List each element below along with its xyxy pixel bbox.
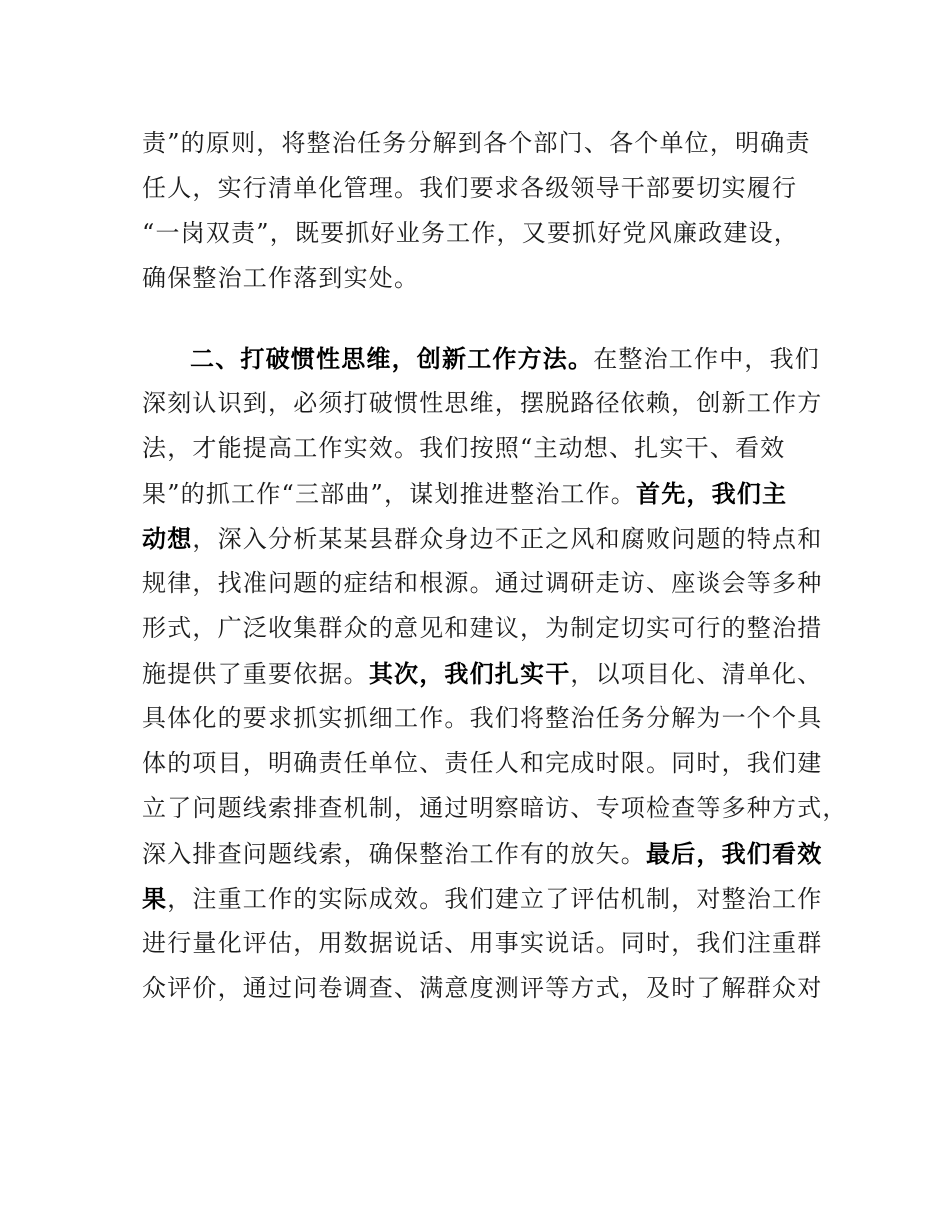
- text-line: [142, 336, 822, 381]
- text-line: [142, 921, 822, 966]
- text-run: 果”的抓工作“三部曲”，谋划推进整治工作。: [142, 480, 637, 508]
- text-run: 责”的原则，将整治任务分解到各个部门、各个单位，明确责: [142, 129, 811, 157]
- text-run: 具体化的要求抓实抓细工作。我们将整治任务分解为一个个具: [142, 704, 823, 732]
- text-line: [142, 256, 822, 301]
- text-run: ，深入分析某某县群众身边不正之风和腐败问题的特点和: [192, 525, 823, 553]
- text-line: [142, 606, 822, 651]
- bold-phrase: 首先，我们主: [636, 479, 788, 508]
- bold-phrase: 动想: [142, 524, 193, 553]
- text-line: [142, 471, 822, 516]
- text-line: [142, 121, 822, 166]
- text-run: 体的项目，明确责任单位、责任人和完成时限。同时，我们建: [142, 749, 823, 777]
- text-run: 规律，找准问题的症结和根源。通过调研走访、座谈会等多种: [142, 569, 823, 597]
- text-line: [142, 831, 822, 876]
- text-line: [142, 786, 848, 831]
- text-line: [142, 741, 822, 786]
- text-run: ，注重工作的实际成效。我们建立了评估机制，对整治工作: [167, 885, 823, 913]
- text-line: [142, 966, 822, 1011]
- text-line: [142, 166, 822, 211]
- text-run: 众评价，通过问卷调查、满意度测评等方式，及时了解群众对: [142, 974, 823, 1002]
- text-run: 深入排查问题线索，确保整治工作有的放矢。: [142, 840, 646, 868]
- text-line: [142, 696, 822, 741]
- bold-phrase: 果: [142, 884, 168, 913]
- text-line: [142, 876, 822, 921]
- text-line: [142, 651, 822, 696]
- text-run: 形式，广泛收集群众的意见和建议，为制定切实可行的整治措: [142, 614, 823, 642]
- text-run: ，以项目化、清单化、: [570, 660, 823, 688]
- paragraph-1: [142, 121, 822, 301]
- text-run: 确保整治工作落到实处。: [142, 264, 420, 292]
- bold-phrase: 最后，我们看效: [646, 839, 823, 868]
- bold-phrase: 二、打破惯性思维，创新工作方法。: [190, 344, 594, 373]
- text-run: 进行量化评估，用数据说话、用事实说话。同时，我们注重群: [142, 929, 823, 957]
- text-line: [142, 426, 822, 471]
- text-run: 法，才能提高工作实效。我们按照“主动想、扎实干、看效: [142, 434, 786, 462]
- text-run: 任人，实行清单化管理。我们要求各级领导干部要切实履行: [142, 174, 798, 202]
- text-run: 立了问题线索排查机制，通过明察暗访、专项检查等多种方式，: [142, 794, 848, 822]
- text-run: 在整治工作中，我们: [593, 345, 821, 373]
- text-line: [142, 381, 822, 426]
- text-run: “一岗双责”，既要抓好业务工作，又要抓好党风廉政建设，: [142, 219, 799, 247]
- text-run: 深刻认识到，必须打破惯性思维，摆脱路径依赖，创新工作方: [142, 389, 823, 417]
- text-line: [142, 211, 822, 256]
- text-line: [142, 561, 822, 606]
- text-run: 施提供了重要依据。: [142, 660, 369, 688]
- text-line: [142, 516, 822, 561]
- bold-phrase: 其次，我们扎实干: [368, 659, 571, 688]
- paragraph-2: [142, 336, 848, 1011]
